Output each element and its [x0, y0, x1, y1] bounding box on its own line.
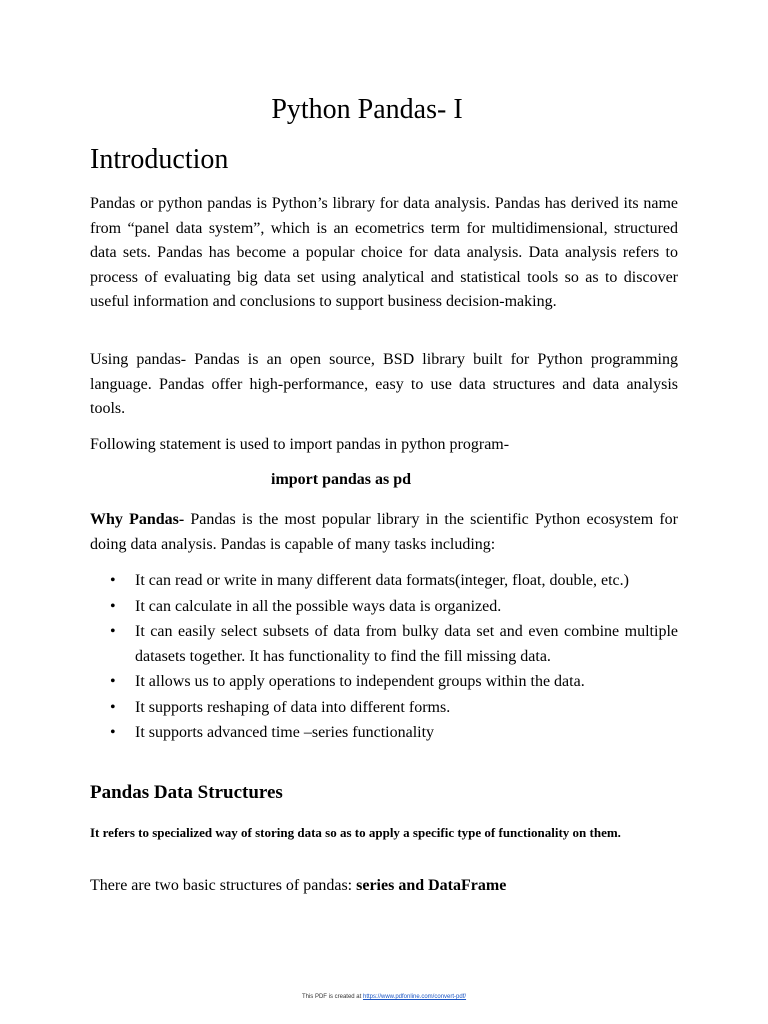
introduction-heading: Introduction — [90, 144, 229, 175]
data-structures-heading: Pandas Data Structures — [90, 782, 283, 803]
import-statement-paragraph: Following statement is used to import pandas in python program- — [90, 436, 510, 453]
list-item: • It can calculate in all the possible ways data is organized. — [90, 595, 678, 620]
capabilities-list — [90, 569, 678, 747]
bullet-icon: • — [110, 698, 116, 716]
bullet-icon: • — [110, 724, 116, 741]
document-title: Python Pandas- I — [271, 94, 463, 125]
footer-link[interactable]: https://www.pdfonline.com/convert-pdf/ — [362, 994, 467, 1000]
using-pandas-paragraph: Using pandas- Pandas is an open source, BSD library built for Python programming language. Pandas offer high-performance, easy to use data structures and data analysis tools. — [90, 351, 678, 417]
bullet-icon: • — [110, 623, 116, 640]
data-structures-description: It refers to specialized way of storing data so as to apply a specific type of functionality on them. — [90, 825, 621, 840]
bullet-icon: • — [110, 597, 116, 615]
basic-structures-bold: series and DataFrame — [356, 877, 507, 894]
why-pandas-paragraph — [90, 508, 678, 557]
list-item: • It supports reshaping of data into different forms. — [90, 696, 678, 721]
basic-structures-line: There are two basic structures of pandas: series and DataFrame — [90, 877, 507, 894]
list-item: • It allows us to apply operations to independent groups within the data. — [90, 670, 678, 695]
list-item: • It can easily select subsets of data from bulky data set and even combine multiple datasets together. It has functionality to find the fill missing data. — [90, 620, 678, 669]
intro-paragraph: Pandas or python pandas is Python’s library for data analysis. Pandas has derived its name from “panel data system”, which is an ecometrics term for multidimensional, structured data sets. Pandas has become a popular choice for data analysis. Data analysis refers to process of evaluating big data set using analytical and statistical tools so as to discover useful information and conclusions to support business decision-making. — [90, 195, 678, 310]
why-pandas-text: Pandas is the most popular library in the scientific Python ecosystem for doing data analysis. Pandas is capable of many tasks including: — [90, 511, 678, 553]
why-pandas-label: Why Pandas- — [90, 511, 185, 528]
pdf-footer: This PDF is created at https://www.pdfonline.com/convert-pdf/ — [301, 994, 467, 1000]
list-item: • It supports advanced time –series functionality — [90, 721, 678, 746]
bullet-icon: • — [110, 673, 116, 690]
import-code-line: import pandas as pd — [271, 471, 412, 488]
bullet-icon: • — [110, 572, 116, 589]
list-item: • It can read or write in many different data formats(integer, float, double, etc.) — [90, 569, 678, 594]
